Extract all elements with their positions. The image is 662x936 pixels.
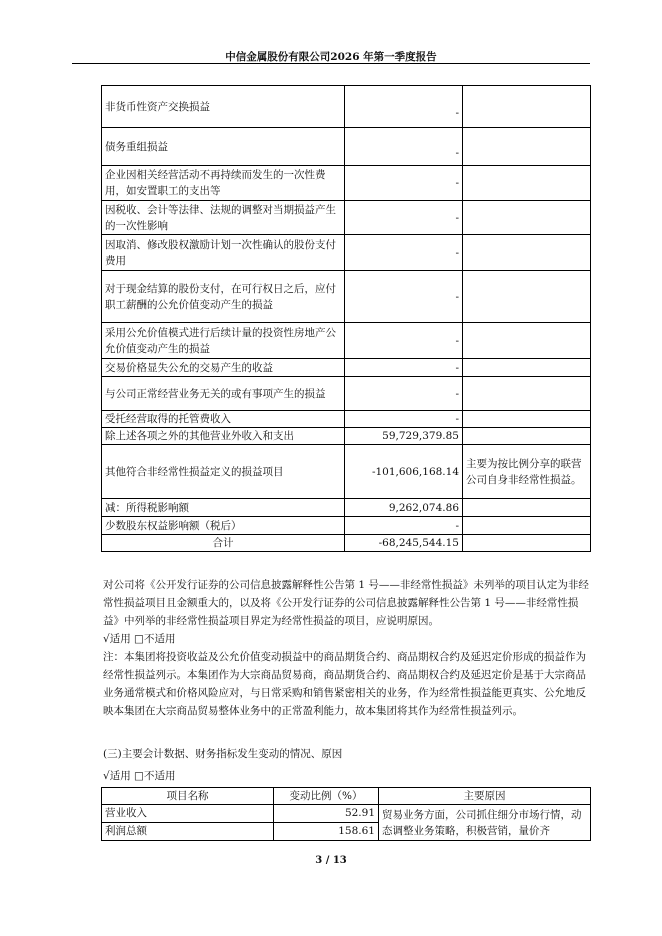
item-cell: 对于现金结算的股份支付，在可行权日之后，应付职工薪酬的公允价值变动产生的损益 bbox=[102, 271, 345, 323]
note-paragraph: 注：本集团将投资收益及公允价值变动损益中的商品期货合约、商品期权合约及延迟定价形成的损益作为经常性损益列示。本集团作为大宗商品贸易商，商品期货合约、商品期权合约及延迟定价是基于大宗商品业务通常模式和价格风险应对，与日常采购和销售紧密相关的业务，作为经常性损益能更真实、公允地反映本集团在大宗商品贸易整体业务中的正常盈利能力，故本集团将其作为经常性损益列示。 bbox=[103, 651, 586, 717]
amount-cell: - bbox=[345, 377, 463, 411]
amount-cell: - bbox=[345, 128, 463, 166]
table-row bbox=[102, 535, 591, 552]
amount-cell: - bbox=[345, 201, 463, 235]
item-cell: 交易价格显失公允的交易产生的收益 bbox=[102, 359, 345, 377]
table-row bbox=[102, 517, 591, 535]
item-cell: 受托经营取得的托管费收入 bbox=[102, 411, 345, 428]
item-cell: 采用公允价值模式进行后续计量的投资性房地产公允价值变动产生的损益 bbox=[102, 323, 345, 359]
item-cell: 非货币性资产交换损益 bbox=[102, 86, 345, 128]
changes-table bbox=[101, 787, 591, 841]
amount-cell: 59,729,379.85 bbox=[345, 428, 463, 445]
amount-cell: -68,245,544.15 bbox=[345, 535, 463, 552]
table-row bbox=[102, 428, 591, 445]
applicable-checkbox-line-2: √适用 □不适用 bbox=[103, 770, 176, 782]
header-cell: 项目名称 bbox=[102, 788, 274, 805]
name-cell: 利润总额 bbox=[102, 823, 274, 841]
table-row bbox=[102, 86, 591, 128]
table-row bbox=[102, 128, 591, 166]
note-cell bbox=[463, 86, 591, 128]
header-cell: 变动比例（%） bbox=[274, 788, 379, 805]
page-number: 3 / 13 bbox=[315, 855, 347, 866]
table-row bbox=[102, 323, 591, 359]
explanation-paragraph: 对公司将《公开发行证券的公司信息披露解释性公告第 1 号——非经常性损益》未列举的项目认定为非经常性损益项目且金额重大的，以及将《公开发行证券的公司信息披露解释性公告第 1 号——非经常性损益》中列举的非经常性损益项目界定为经常性损益的项目，应说明原因。 bbox=[103, 579, 589, 627]
item-cell: 减：所得税影响额 bbox=[102, 499, 345, 517]
item-cell: 与公司正常经营业务无关的或有事项产生的损益 bbox=[102, 377, 345, 411]
table-row bbox=[102, 805, 591, 823]
applicable-checkbox-line: √适用 □不适用 bbox=[103, 633, 176, 645]
table-row bbox=[102, 235, 591, 271]
note-cell bbox=[463, 166, 591, 201]
note-cell bbox=[463, 377, 591, 411]
amount-cell: - bbox=[345, 359, 463, 377]
note-cell bbox=[463, 128, 591, 166]
note-cell bbox=[463, 323, 591, 359]
item-cell: 因税收、会计等法律、法规的调整对当期损益产生的一次性影响 bbox=[102, 201, 345, 235]
header-cell: 主要原因 bbox=[379, 788, 591, 805]
item-cell: 除上述各项之外的其他营业外收入和支出 bbox=[102, 428, 345, 445]
table-row bbox=[102, 411, 591, 428]
note-cell bbox=[463, 517, 591, 535]
item-cell: 合计 bbox=[102, 535, 345, 552]
table-row bbox=[102, 201, 591, 235]
note-cell bbox=[463, 235, 591, 271]
name-cell: 营业收入 bbox=[102, 805, 274, 823]
item-cell: 因取消、修改股权激励计划一次性确认的股份支付费用 bbox=[102, 235, 345, 271]
table-header-row bbox=[102, 788, 591, 805]
note-cell bbox=[463, 535, 591, 552]
page-header: 中信金属股份有限公司2026 年第一季度报告 bbox=[225, 51, 437, 63]
note-cell bbox=[463, 271, 591, 323]
table-row bbox=[102, 377, 591, 411]
amount-cell: - bbox=[345, 323, 463, 359]
amount-cell: - bbox=[345, 271, 463, 323]
amount-cell: - bbox=[345, 86, 463, 128]
table-row bbox=[102, 359, 591, 377]
section-heading: (三)主要会计数据、财务指标发生变动的情况、原因 bbox=[103, 748, 343, 760]
note-cell bbox=[463, 499, 591, 517]
amount-cell: -101,606,168.14 bbox=[345, 445, 463, 499]
ratio-cell: 52.91 bbox=[274, 805, 379, 823]
table-row bbox=[102, 499, 591, 517]
amount-cell: - bbox=[345, 411, 463, 428]
table-row bbox=[102, 445, 591, 499]
table-row bbox=[102, 166, 591, 201]
table-row bbox=[102, 271, 591, 323]
reason-cell: 贸易业务方面，公司抓住细分市场行情，动态调整业务策略，积极营销，量价齐 bbox=[379, 805, 591, 841]
note-cell bbox=[463, 428, 591, 445]
item-cell: 债务重组损益 bbox=[102, 128, 345, 166]
note-cell bbox=[463, 359, 591, 377]
item-cell: 企业因相关经营活动不再持续而发生的一次性费用，如安置职工的支出等 bbox=[102, 166, 345, 201]
item-cell: 其他符合非经常性损益定义的损益项目 bbox=[102, 445, 345, 499]
amount-cell: - bbox=[345, 235, 463, 271]
amount-cell: - bbox=[345, 166, 463, 201]
ratio-cell: 158.61 bbox=[274, 823, 379, 841]
amount-cell: - bbox=[345, 517, 463, 535]
non-recurring-gains-table bbox=[101, 85, 591, 552]
item-cell: 少数股东权益影响额（税后） bbox=[102, 517, 345, 535]
note-cell bbox=[463, 201, 591, 235]
note-cell: 主要为按比例分享的联营公司自身非经常性损益。 bbox=[463, 445, 591, 499]
note-cell bbox=[463, 411, 591, 428]
header-divider bbox=[72, 63, 590, 64]
amount-cell: 9,262,074.86 bbox=[345, 499, 463, 517]
